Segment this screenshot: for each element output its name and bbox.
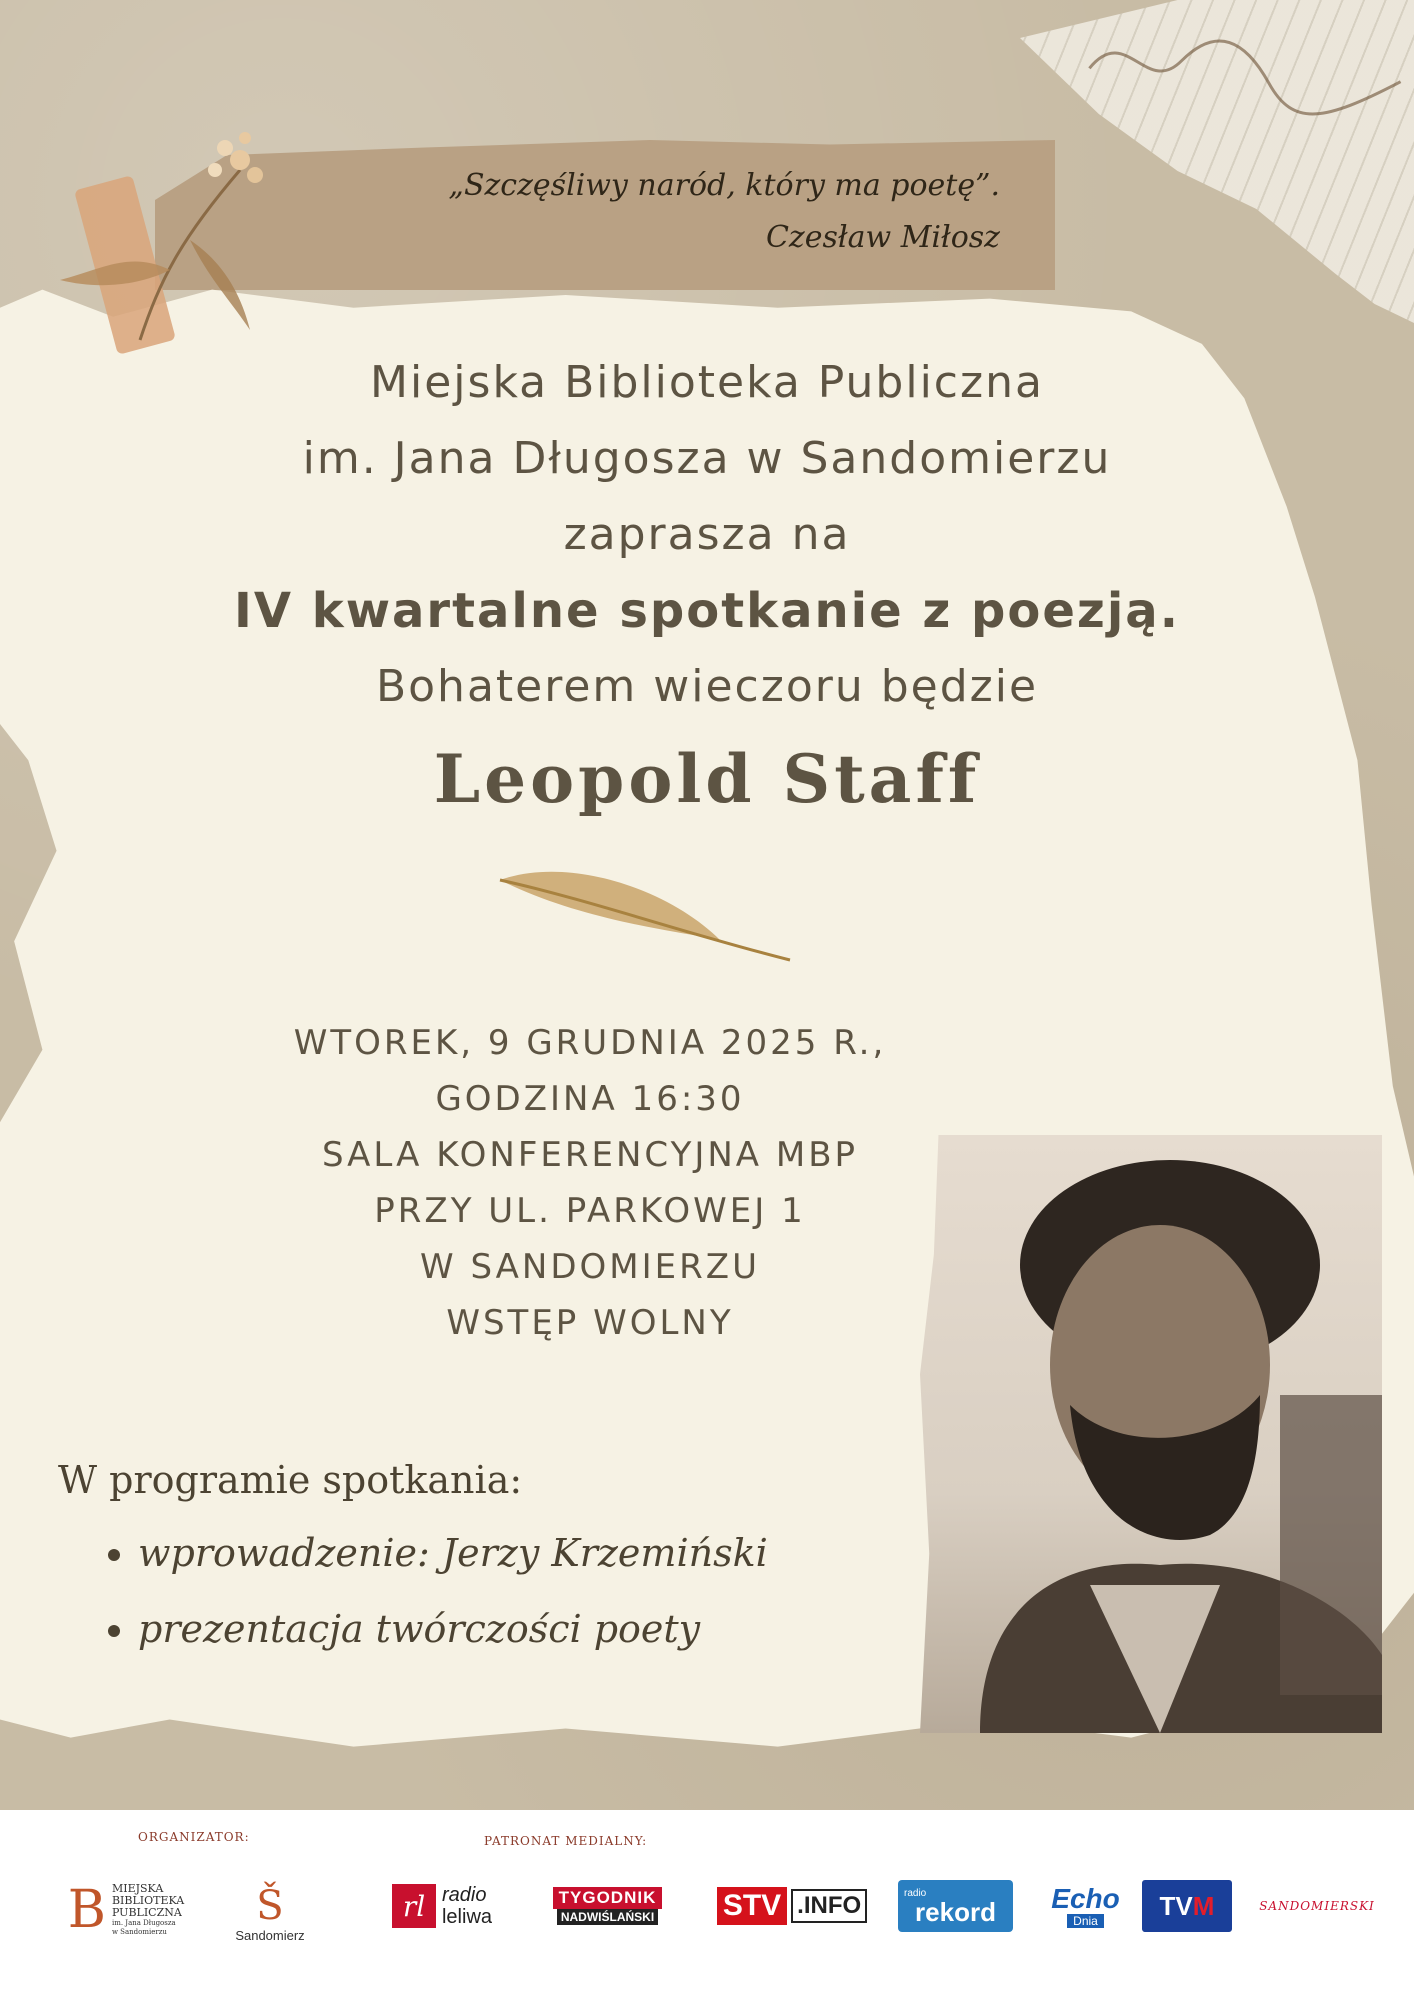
details-room: SALA KONFERENCYJNA MBP bbox=[321, 1135, 859, 1175]
sandomierz-crest-icon: Š bbox=[256, 1882, 284, 1929]
media-logo-line1: STV bbox=[717, 1887, 787, 1925]
media-logo-line2: rekord bbox=[915, 1896, 996, 1927]
media-logo-radio-leliwa bbox=[382, 1880, 502, 1932]
media-logo-line1: TV bbox=[1159, 1890, 1193, 1921]
library-logo-line: MIEJSKA bbox=[111, 1882, 164, 1895]
media-logo-echo-dnia bbox=[1048, 1880, 1123, 1932]
quote-author: Czesław Miłosz bbox=[765, 220, 1000, 255]
program-title: W programie spotkania: bbox=[58, 1458, 523, 1502]
media-logo-line1: TYGODNIK bbox=[553, 1887, 663, 1909]
headline-line2: im. Jana Długosza w Sandomierzu bbox=[302, 433, 1112, 484]
library-logo-line: BIBLIOTEKA bbox=[111, 1894, 185, 1907]
sandomierz-logo bbox=[220, 1868, 320, 1958]
media-logo-line2: Dnia bbox=[1067, 1914, 1104, 1928]
media-logo-line1: SANDOMIERSKI bbox=[1259, 1899, 1375, 1913]
media-logo-line2: leliwa bbox=[441, 1906, 493, 1928]
media-logo-tvm bbox=[1142, 1880, 1232, 1932]
headline-event: IV kwartalne spotkanie z poezją. bbox=[234, 583, 1180, 639]
library-logo-line: im. Jana Długosza bbox=[111, 1919, 176, 1927]
hero-name: Leopold Staff bbox=[433, 740, 981, 818]
media-logo-line1: radio bbox=[904, 1887, 927, 1899]
headline-line5: Bohaterem wieczoru będzie bbox=[375, 661, 1039, 712]
media-patron-label: PATRONAT MEDIALNY: bbox=[484, 1834, 648, 1848]
library-logo-mark-icon: B bbox=[67, 1880, 106, 1940]
library-logo bbox=[56, 1870, 196, 1950]
headline-line1: Miejska Biblioteka Publiczna bbox=[370, 357, 1044, 408]
media-logo-tygodnik bbox=[540, 1880, 675, 1932]
media-logo-line2: M bbox=[1192, 1890, 1215, 1921]
library-logo-line: w Sandomierzu bbox=[111, 1928, 167, 1936]
details-street: PRZY UL. PARKOWEJ 1 bbox=[374, 1191, 806, 1231]
radio-leliwa-mark-icon: rl bbox=[392, 1884, 436, 1928]
headline bbox=[107, 345, 1307, 725]
details-time: GODZINA 16:30 bbox=[435, 1079, 745, 1119]
media-logo-line2: NADWIŚLAŃSKI bbox=[557, 1909, 658, 1925]
library-logo-line: PUBLICZNA bbox=[111, 1906, 182, 1919]
details-date: WTOREK, 9 GRUDNIA 2025 R., bbox=[293, 1023, 887, 1063]
media-logo-rekord bbox=[898, 1880, 1013, 1932]
details-entry: WSTĘP WOLNY bbox=[446, 1303, 734, 1343]
event-details bbox=[200, 1015, 980, 1351]
media-logo-sandomierski bbox=[1252, 1880, 1382, 1932]
quote-text: „Szczęśliwy naród, który ma poetę”. bbox=[448, 168, 1000, 203]
program-item: • prezentacja twórczości poety bbox=[138, 1591, 858, 1667]
feather-icon bbox=[490, 860, 800, 970]
media-logo-line1: radio bbox=[441, 1884, 487, 1906]
program-list bbox=[58, 1515, 858, 1667]
media-logo-line2: .INFO bbox=[791, 1889, 867, 1923]
sandomierz-logo-text: Sandomierz bbox=[235, 1927, 305, 1943]
organizer-label: ORGANIZATOR: bbox=[138, 1830, 250, 1844]
program-section bbox=[58, 1445, 858, 1667]
details-city: W SANDOMIERZU bbox=[420, 1247, 760, 1287]
media-logo-stv bbox=[712, 1880, 872, 1932]
poet-portrait bbox=[920, 1135, 1382, 1733]
headline-line3: zaprasza na bbox=[563, 509, 851, 560]
program-item: • wprowadzenie: Jerzy Krzemiński bbox=[138, 1515, 858, 1591]
quote-block bbox=[200, 160, 1000, 264]
media-logo-line1: Echo bbox=[1051, 1883, 1120, 1914]
